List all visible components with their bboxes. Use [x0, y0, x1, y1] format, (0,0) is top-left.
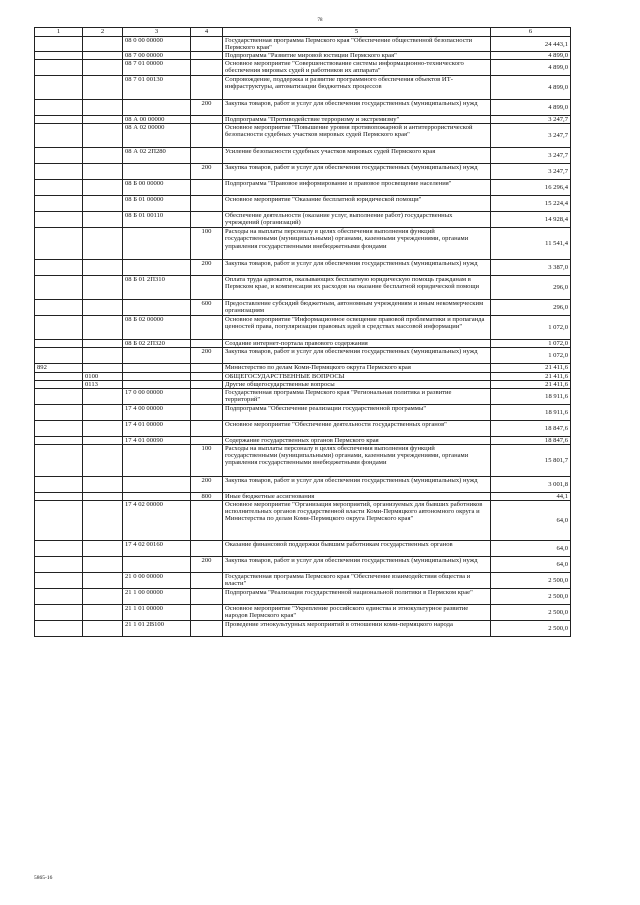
- table-row: [35, 37, 571, 52]
- expense-type-cell: [191, 380, 223, 388]
- expense-type-cell: [191, 212, 223, 228]
- description-cell: Государственная программа Пермского края "Обеспечение взаимодействия общества и власти": [223, 572, 491, 588]
- expense-type-cell: [191, 52, 223, 60]
- amount-cell: 24 443,1: [491, 37, 571, 52]
- target-article-cell: [123, 476, 191, 492]
- grbs-code-cell: [35, 500, 83, 540]
- target-article-cell: 17 4 00 00000: [123, 404, 191, 420]
- amount-cell: 296,0: [491, 300, 571, 316]
- table-row: [35, 100, 571, 116]
- section-code-cell: [83, 572, 123, 588]
- description-cell: Оплата труда адвокатов, оказывающих бесплатную юридическую помощь гражданам в Пермском крае, и компенсация их расходов на оказание бесплатной юридической помощи: [223, 276, 491, 300]
- table-row: [35, 604, 571, 620]
- amount-cell: 44,1: [491, 492, 571, 500]
- expense-type-cell: [191, 572, 223, 588]
- target-article-cell: 08 Б 01 2П310: [123, 276, 191, 300]
- target-article-cell: [123, 492, 191, 500]
- amount-cell: 21 411,6: [491, 380, 571, 388]
- grbs-code-cell: [35, 60, 83, 76]
- expense-type-cell: [191, 124, 223, 148]
- section-code-cell: [83, 300, 123, 316]
- table-row: [35, 588, 571, 604]
- description-cell: Основное мероприятие "Обеспечение деятельности государственных органов": [223, 420, 491, 436]
- table-row: [35, 52, 571, 60]
- grbs-code-cell: [35, 180, 83, 196]
- description-cell: Расходы на выплаты персоналу в целях обеспечения выполнения функций государственными (муниципальными) органами, казенными учреждениями, органами управления государственными внебюджетными фондами: [223, 444, 491, 476]
- target-article-cell: [123, 380, 191, 388]
- section-code-cell: 0100: [83, 372, 123, 380]
- grbs-code-cell: [35, 348, 83, 364]
- section-code-cell: [83, 212, 123, 228]
- table-row: [35, 620, 571, 636]
- expense-type-cell: [191, 37, 223, 52]
- amount-cell: 15 801,7: [491, 444, 571, 476]
- description-cell: Создание интернет-портала правового содержания: [223, 340, 491, 348]
- expense-type-cell: 200: [191, 164, 223, 180]
- header-col-5: 5: [223, 28, 491, 37]
- description-cell: Обеспечение деятельности (оказание услуг, выполнение работ) государственных учреждений (организаций): [223, 212, 491, 228]
- table-row: [35, 124, 571, 148]
- target-article-cell: 17 4 02 00160: [123, 540, 191, 556]
- table-row: [35, 364, 571, 372]
- grbs-code-cell: [35, 300, 83, 316]
- amount-cell: 3 247,7: [491, 116, 571, 124]
- target-article-cell: 08 7 00 00000: [123, 52, 191, 60]
- expense-type-cell: [191, 540, 223, 556]
- description-cell: Закупка товаров, работ и услуг для обеспечения государственных (муниципальных) нужд: [223, 556, 491, 572]
- footer-code: 5865-16: [34, 875, 53, 881]
- grbs-code-cell: [35, 260, 83, 276]
- target-article-cell: [123, 228, 191, 260]
- table-row: [35, 148, 571, 164]
- grbs-code-cell: [35, 588, 83, 604]
- description-cell: Закупка товаров, работ и услуг для обеспечения государственных (муниципальных) нужд: [223, 476, 491, 492]
- description-cell: Закупка товаров, работ и услуг для обеспечения государственных (муниципальных) нужд: [223, 260, 491, 276]
- grbs-code-cell: [35, 476, 83, 492]
- table-row: [35, 380, 571, 388]
- page-number: 78: [317, 18, 323, 23]
- grbs-code-cell: [35, 436, 83, 444]
- description-cell: Министерство по делам Коми-Пермяцкого округа Пермского края: [223, 364, 491, 372]
- amount-cell: 18 847,6: [491, 436, 571, 444]
- target-article-cell: 21 1 01 2В100: [123, 620, 191, 636]
- amount-cell: 21 411,6: [491, 372, 571, 380]
- target-article-cell: 21 0 00 00000: [123, 572, 191, 588]
- description-cell: Подпрограмма "Противодействие терроризму и экстремизму": [223, 116, 491, 124]
- grbs-code-cell: [35, 100, 83, 116]
- grbs-code-cell: [35, 116, 83, 124]
- budget-table: [34, 27, 571, 637]
- expense-type-cell: 100: [191, 444, 223, 476]
- description-cell: Подпрограмма "Реализация государственной национальной политики в Пермском крае": [223, 588, 491, 604]
- expense-type-cell: [191, 388, 223, 404]
- description-cell: Подпрограмма "Развитие мировой юстиции Пермского края": [223, 52, 491, 60]
- grbs-code-cell: [35, 620, 83, 636]
- section-code-cell: [83, 228, 123, 260]
- target-article-cell: [123, 348, 191, 364]
- section-code-cell: [83, 436, 123, 444]
- table-row: [35, 60, 571, 76]
- header-col-6: 6: [491, 28, 571, 37]
- amount-cell: 2 500,0: [491, 620, 571, 636]
- expense-type-cell: [191, 604, 223, 620]
- section-code-cell: [83, 260, 123, 276]
- section-code-cell: [83, 404, 123, 420]
- amount-cell: 3 247,7: [491, 124, 571, 148]
- table-row: [35, 476, 571, 492]
- amount-cell: 18 911,6: [491, 388, 571, 404]
- grbs-code-cell: [35, 228, 83, 260]
- expense-type-cell: [191, 372, 223, 380]
- target-article-cell: 08 Б 01 00110: [123, 212, 191, 228]
- amount-cell: 3 247,7: [491, 148, 571, 164]
- target-article-cell: 08 А 02 2П280: [123, 148, 191, 164]
- grbs-code-cell: 892: [35, 364, 83, 372]
- section-code-cell: [83, 52, 123, 60]
- description-cell: Закупка товаров, работ и услуг для обеспечения государственных (муниципальных) нужд: [223, 348, 491, 364]
- target-article-cell: 17 4 01 00090: [123, 436, 191, 444]
- table-row: [35, 180, 571, 196]
- section-code-cell: [83, 620, 123, 636]
- expense-type-cell: [191, 500, 223, 540]
- section-code-cell: [83, 492, 123, 500]
- table-row: [35, 540, 571, 556]
- header-row: [35, 28, 571, 37]
- table-row: [35, 316, 571, 340]
- description-cell: Основное мероприятие "Организация мероприятий, организуемых для бывших работников исполнительных органов государственной власти Коми-Пермяцкого автономного округа и Министерства по делам Коми-Пермяцкого округа Пермского края": [223, 500, 491, 540]
- expense-type-cell: [191, 436, 223, 444]
- description-cell: Государственная программа Пермского края "Региональная политика и развитие территорий": [223, 388, 491, 404]
- header-col-1: 1: [35, 28, 83, 37]
- target-article-cell: 08 7 01 00130: [123, 76, 191, 100]
- amount-cell: 64,0: [491, 500, 571, 540]
- description-cell: Государственная программа Пермского края "Обеспечение общественной безопасности Пермского края": [223, 37, 491, 52]
- target-article-cell: 17 4 01 00000: [123, 420, 191, 436]
- description-cell: Иные бюджетные ассигнования: [223, 492, 491, 500]
- table-row: [35, 196, 571, 212]
- table-row: [35, 276, 571, 300]
- amount-cell: 18 847,6: [491, 420, 571, 436]
- grbs-code-cell: [35, 124, 83, 148]
- section-code-cell: [83, 540, 123, 556]
- grbs-code-cell: [35, 380, 83, 388]
- grbs-code-cell: [35, 164, 83, 180]
- description-cell: Основное мероприятие "Укрепление российского единства и этнокультурное развитие народов Пермского края": [223, 604, 491, 620]
- grbs-code-cell: [35, 420, 83, 436]
- grbs-code-cell: [35, 444, 83, 476]
- expense-type-cell: 200: [191, 476, 223, 492]
- target-article-cell: 17 0 00 00000: [123, 388, 191, 404]
- amount-cell: 296,0: [491, 276, 571, 300]
- section-code-cell: [83, 276, 123, 300]
- description-cell: Закупка товаров, работ и услуг для обеспечения государственных (муниципальных) нужд: [223, 100, 491, 116]
- amount-cell: 18 911,6: [491, 404, 571, 420]
- expense-type-cell: 200: [191, 348, 223, 364]
- expense-type-cell: 800: [191, 492, 223, 500]
- section-code-cell: [83, 476, 123, 492]
- description-cell: Основное мероприятие "Оказание бесплатной юридической помощи": [223, 196, 491, 212]
- description-cell: Содержание государственных органов Пермского края: [223, 436, 491, 444]
- grbs-code-cell: [35, 340, 83, 348]
- target-article-cell: 21 1 00 00000: [123, 588, 191, 604]
- grbs-code-cell: [35, 148, 83, 164]
- section-code-cell: [83, 388, 123, 404]
- expense-type-cell: [191, 276, 223, 300]
- target-article-cell: [123, 364, 191, 372]
- amount-cell: 11 541,4: [491, 228, 571, 260]
- header-col-3: 3: [123, 28, 191, 37]
- table-row: [35, 500, 571, 540]
- table-row: [35, 300, 571, 316]
- amount-cell: 1 072,0: [491, 340, 571, 348]
- table-row: [35, 572, 571, 588]
- table-row: [35, 340, 571, 348]
- section-code-cell: [83, 588, 123, 604]
- expense-type-cell: [191, 588, 223, 604]
- table-row: [35, 260, 571, 276]
- section-code-cell: [83, 316, 123, 340]
- expense-type-cell: [191, 76, 223, 100]
- section-code-cell: [83, 364, 123, 372]
- expense-type-cell: 600: [191, 300, 223, 316]
- amount-cell: 2 500,0: [491, 604, 571, 620]
- description-cell: Проведение этнокультурных мероприятий в отношении коми-пермяцкого народа: [223, 620, 491, 636]
- grbs-code-cell: [35, 212, 83, 228]
- table-row: [35, 444, 571, 476]
- expense-type-cell: [191, 420, 223, 436]
- description-cell: Основное мероприятие "Повышение уровня противопожарной и антитеррористической безопасности судебных участков мировых судей Пермского края": [223, 124, 491, 148]
- grbs-code-cell: [35, 388, 83, 404]
- expense-type-cell: 100: [191, 228, 223, 260]
- amount-cell: 14 928,4: [491, 212, 571, 228]
- section-code-cell: [83, 164, 123, 180]
- section-code-cell: [83, 180, 123, 196]
- section-code-cell: [83, 60, 123, 76]
- amount-cell: 3 001,8: [491, 476, 571, 492]
- table-row: [35, 116, 571, 124]
- amount-cell: 16 296,4: [491, 180, 571, 196]
- table-row: [35, 492, 571, 500]
- grbs-code-cell: [35, 540, 83, 556]
- table-row: [35, 212, 571, 228]
- description-cell: Закупка товаров, работ и услуг для обеспечения государственных (муниципальных) нужд: [223, 164, 491, 180]
- header-col-4: 4: [191, 28, 223, 37]
- description-cell: Оказание финансовой поддержки бывшим работникам государственных органов: [223, 540, 491, 556]
- section-code-cell: [83, 604, 123, 620]
- table-row: [35, 164, 571, 180]
- amount-cell: 21 411,6: [491, 364, 571, 372]
- description-cell: Основное мероприятие "Совершенствование системы информационно-технического обеспечения мировых судей и работников их аппарата": [223, 60, 491, 76]
- amount-cell: 4 899,0: [491, 52, 571, 60]
- section-code-cell: [83, 148, 123, 164]
- target-article-cell: [123, 100, 191, 116]
- section-code-cell: [83, 196, 123, 212]
- table-row: [35, 228, 571, 260]
- description-cell: Расходы на выплаты персоналу в целях обеспечения выполнения функций государственными (муниципальными) органами, казенными учреждениями, органами управления государственными внебюджетными фондами: [223, 228, 491, 260]
- section-code-cell: [83, 116, 123, 124]
- grbs-code-cell: [35, 572, 83, 588]
- target-article-cell: 08 Б 02 00000: [123, 316, 191, 340]
- expense-type-cell: [191, 196, 223, 212]
- expense-type-cell: [191, 340, 223, 348]
- grbs-code-cell: [35, 52, 83, 60]
- target-article-cell: 08 7 01 00000: [123, 60, 191, 76]
- target-article-cell: [123, 300, 191, 316]
- amount-cell: 2 500,0: [491, 588, 571, 604]
- budget-table-container: [34, 27, 570, 637]
- expense-type-cell: 200: [191, 260, 223, 276]
- target-article-cell: 21 1 01 00000: [123, 604, 191, 620]
- expense-type-cell: [191, 116, 223, 124]
- target-article-cell: 08 0 00 00000: [123, 37, 191, 52]
- amount-cell: 15 224,4: [491, 196, 571, 212]
- target-article-cell: [123, 164, 191, 180]
- table-row: [35, 372, 571, 380]
- section-code-cell: [83, 420, 123, 436]
- table-row: [35, 556, 571, 572]
- grbs-code-cell: [35, 37, 83, 52]
- description-cell: Предоставление субсидий бюджетным, автономным учреждениям и иным некоммерческим организациям: [223, 300, 491, 316]
- description-cell: ОБЩЕГОСУДАРСТВЕННЫЕ ВОПРОСЫ: [223, 372, 491, 380]
- grbs-code-cell: [35, 316, 83, 340]
- target-article-cell: [123, 372, 191, 380]
- expense-type-cell: [191, 316, 223, 340]
- expense-type-cell: [191, 60, 223, 76]
- expense-type-cell: [191, 404, 223, 420]
- grbs-code-cell: [35, 556, 83, 572]
- section-code-cell: [83, 76, 123, 100]
- grbs-code-cell: [35, 404, 83, 420]
- expense-type-cell: 200: [191, 100, 223, 116]
- amount-cell: 64,0: [491, 540, 571, 556]
- section-code-cell: [83, 500, 123, 540]
- table-row: [35, 388, 571, 404]
- target-article-cell: 17 4 02 00000: [123, 500, 191, 540]
- section-code-cell: [83, 556, 123, 572]
- amount-cell: 1 072,0: [491, 348, 571, 364]
- grbs-code-cell: [35, 276, 83, 300]
- section-code-cell: [83, 444, 123, 476]
- description-cell: Сопровождение, поддержка и развитие программного обеспечения объектов ИТ-инфраструктуры, автоматизации бюджетных процессов: [223, 76, 491, 100]
- description-cell: Основное мероприятие "Информационное освещение правовой проблематики и пропаганда ценностей права, популяризация правовых идей в средствах массовой информации": [223, 316, 491, 340]
- table-row: [35, 420, 571, 436]
- table-row: [35, 348, 571, 364]
- section-code-cell: [83, 100, 123, 116]
- description-cell: Подпрограмма "Обеспечение реализации государственной программы": [223, 404, 491, 420]
- target-article-cell: 08 Б 00 00000: [123, 180, 191, 196]
- description-cell: Другие общегосударственные вопросы: [223, 380, 491, 388]
- section-code-cell: [83, 124, 123, 148]
- target-article-cell: [123, 260, 191, 276]
- grbs-code-cell: [35, 372, 83, 380]
- section-code-cell: [83, 340, 123, 348]
- target-article-cell: 08 А 02 00000: [123, 124, 191, 148]
- grbs-code-cell: [35, 196, 83, 212]
- amount-cell: 3 387,0: [491, 260, 571, 276]
- amount-cell: 2 500,0: [491, 572, 571, 588]
- target-article-cell: 08 Б 01 00000: [123, 196, 191, 212]
- expense-type-cell: 200: [191, 556, 223, 572]
- expense-type-cell: [191, 364, 223, 372]
- grbs-code-cell: [35, 492, 83, 500]
- target-article-cell: 08 Б 02 2П320: [123, 340, 191, 348]
- expense-type-cell: [191, 180, 223, 196]
- grbs-code-cell: [35, 604, 83, 620]
- grbs-code-cell: [35, 76, 83, 100]
- description-cell: Подпрограмма "Правовое информирование и правовое просвещение населения": [223, 180, 491, 196]
- expense-type-cell: [191, 148, 223, 164]
- target-article-cell: 08 А 00 00000: [123, 116, 191, 124]
- target-article-cell: [123, 444, 191, 476]
- description-cell: Усиление безопасности судебных участков мировых судей Пермского края: [223, 148, 491, 164]
- amount-cell: 4 899,0: [491, 100, 571, 116]
- section-code-cell: 0113: [83, 380, 123, 388]
- section-code-cell: [83, 348, 123, 364]
- table-row: [35, 404, 571, 420]
- amount-cell: 3 247,7: [491, 164, 571, 180]
- table-row: [35, 76, 571, 100]
- section-code-cell: [83, 37, 123, 52]
- amount-cell: 4 899,0: [491, 60, 571, 76]
- table-row: [35, 436, 571, 444]
- expense-type-cell: [191, 620, 223, 636]
- target-article-cell: [123, 556, 191, 572]
- amount-cell: 64,0: [491, 556, 571, 572]
- amount-cell: 4 899,0: [491, 76, 571, 100]
- header-col-2: 2: [83, 28, 123, 37]
- amount-cell: 1 072,0: [491, 316, 571, 340]
